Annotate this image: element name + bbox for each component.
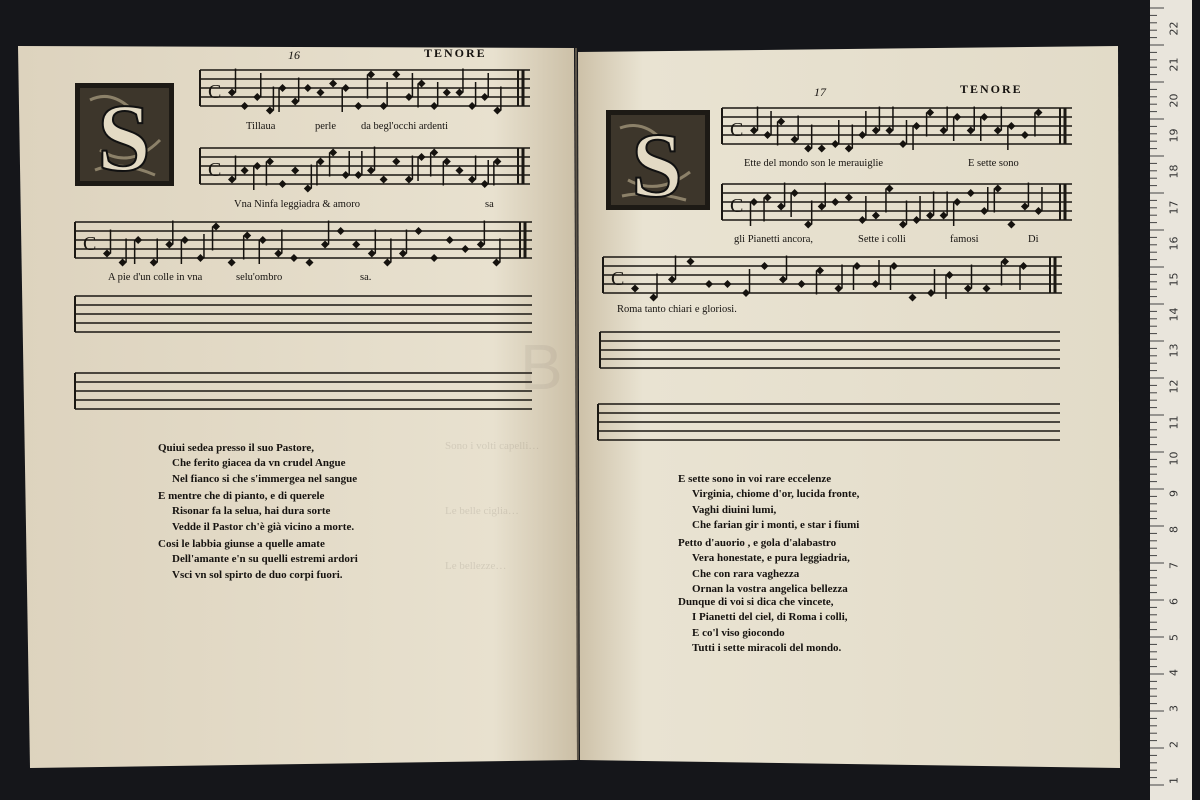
right-lyric-3: gli Pianetti ancora, [734, 234, 814, 245]
left-part-label: TENORE [424, 46, 487, 60]
stanza-line: Vsci vn sol spirto de duo corpi fuori. [172, 568, 343, 581]
stanza-line: Ornan la vostra angelica bellezza [692, 583, 848, 596]
stanza-line: Che farian gir i monti, e star i fiumi [692, 519, 860, 532]
stanza-line: I Pianetti del ciel, di Roma i colli, [692, 611, 848, 624]
stanza-line: E mentre che di pianto, e di querele [158, 490, 325, 502]
stanza-line: Tutti i sette miracoli del mondo. [692, 642, 842, 655]
ruler-label: 9 [1167, 490, 1181, 498]
left-stanza-3 [158, 537, 358, 583]
ruler-label: 21 [1167, 57, 1181, 72]
left-lyric-8: sa. [360, 272, 372, 283]
svg-text:C: C [208, 81, 222, 103]
left-stanza-2 [158, 489, 354, 535]
svg-text:S: S [97, 84, 151, 191]
ruler-label: 12 [1167, 379, 1181, 394]
ruler-label: 5 [1167, 633, 1181, 641]
stanza-line: E co'l viso giocondo [692, 626, 785, 639]
ruler-label: 11 [1167, 415, 1181, 430]
stanza-line: Che ferito giacea da vn crudel Angue [172, 457, 346, 470]
ruler-label: 17 [1167, 200, 1181, 215]
stanza-line: Virginia, chiome d'or, lucida fronte, [692, 488, 860, 501]
ruler-label: 3 [1167, 705, 1181, 713]
stanza-line: Dell'amante e'n su quelli estremi ardori [172, 553, 358, 566]
right-part-label: TENORE [960, 82, 1023, 96]
svg-text:C: C [730, 119, 744, 141]
stanza-line: E sette sono in voi rare eccelenze [678, 473, 832, 485]
left-lyric-7: selu'ombro [236, 272, 283, 283]
ruler-label: 16 [1167, 236, 1181, 251]
ruler-label: 19 [1167, 128, 1181, 143]
stanza-line: Vaghi diuini lumi, [692, 503, 777, 516]
ruler-label: 6 [1167, 597, 1181, 605]
svg-text:S: S [631, 114, 683, 216]
right-lyric-4: Sette i colli [858, 234, 906, 245]
stanza-line: Dunque di voi si dica che vincete, [678, 596, 834, 608]
left-lyric-6: A pie d'un colle in vna [108, 272, 203, 283]
ruler-label: 13 [1167, 343, 1181, 358]
ruler-label: 10 [1167, 451, 1181, 466]
woodcut-initial-right [606, 110, 710, 216]
right-lyric-7: Roma tanto chiari e gloriosi. [617, 304, 737, 315]
ruler-label: 1 [1167, 776, 1181, 784]
ruler-label: 20 [1167, 93, 1181, 108]
right-lyric-2: E sette sono [968, 158, 1019, 169]
stanza-line: Risonar fa la selua, hai dura sorte [172, 505, 331, 518]
ruler-label: 7 [1167, 562, 1181, 569]
right-stanza-3 [678, 595, 848, 657]
ruler-label: 18 [1167, 164, 1181, 179]
right-stanza-2 [678, 536, 850, 598]
svg-text:C: C [730, 195, 744, 217]
woodcut-initial-left [75, 83, 174, 191]
right-lyric-6: Di [1028, 234, 1039, 245]
svg-text:C: C [611, 268, 625, 290]
svg-text:C: C [83, 233, 97, 255]
ruler-label: 14 [1167, 307, 1181, 322]
stanza-line: Quiui sedea presso il suo Pastore, [158, 442, 315, 454]
ruler-label: 4 [1167, 669, 1181, 677]
svg-text:C: C [208, 159, 222, 181]
stanza-line: Cosi le labbia giunse a quelle amate [158, 538, 325, 550]
left-stanza-1 [158, 441, 357, 487]
right-lyric-1: Ette del mondo son le merauiglie [744, 158, 884, 169]
left-page-number: 16 [288, 48, 300, 62]
ruler-label: 22 [1167, 21, 1181, 36]
left-lyric-1: Tillaua [246, 121, 276, 132]
stanza-line: Vera honestate, e pura leggiadria, [692, 552, 850, 565]
right-page-number: 17 [814, 85, 826, 99]
left-lyric-2: perle [315, 121, 336, 132]
right-stanza-1 [678, 472, 859, 534]
stanza-line: Che con rara vaghezza [692, 567, 800, 580]
left-lyric-3: da begl'occhi ardenti [361, 121, 449, 132]
stanza-line: Petto d'auorio , e gola d'alabastro [678, 537, 837, 549]
stanza-line: Vedde il Pastor ch'è già vicino a morte. [172, 520, 355, 533]
right-lyric-5: famosi [950, 234, 979, 245]
stanza-line: Nel fianco si che s'immergea nel sangue [172, 472, 358, 485]
ruler-label: 2 [1167, 741, 1181, 748]
left-lyric-4: Vna Ninfa leggiadra & amoro [234, 199, 360, 210]
left-lyric-5: sa [485, 199, 494, 210]
ruler-label: 15 [1167, 272, 1181, 287]
ruler-label: 8 [1167, 526, 1181, 534]
